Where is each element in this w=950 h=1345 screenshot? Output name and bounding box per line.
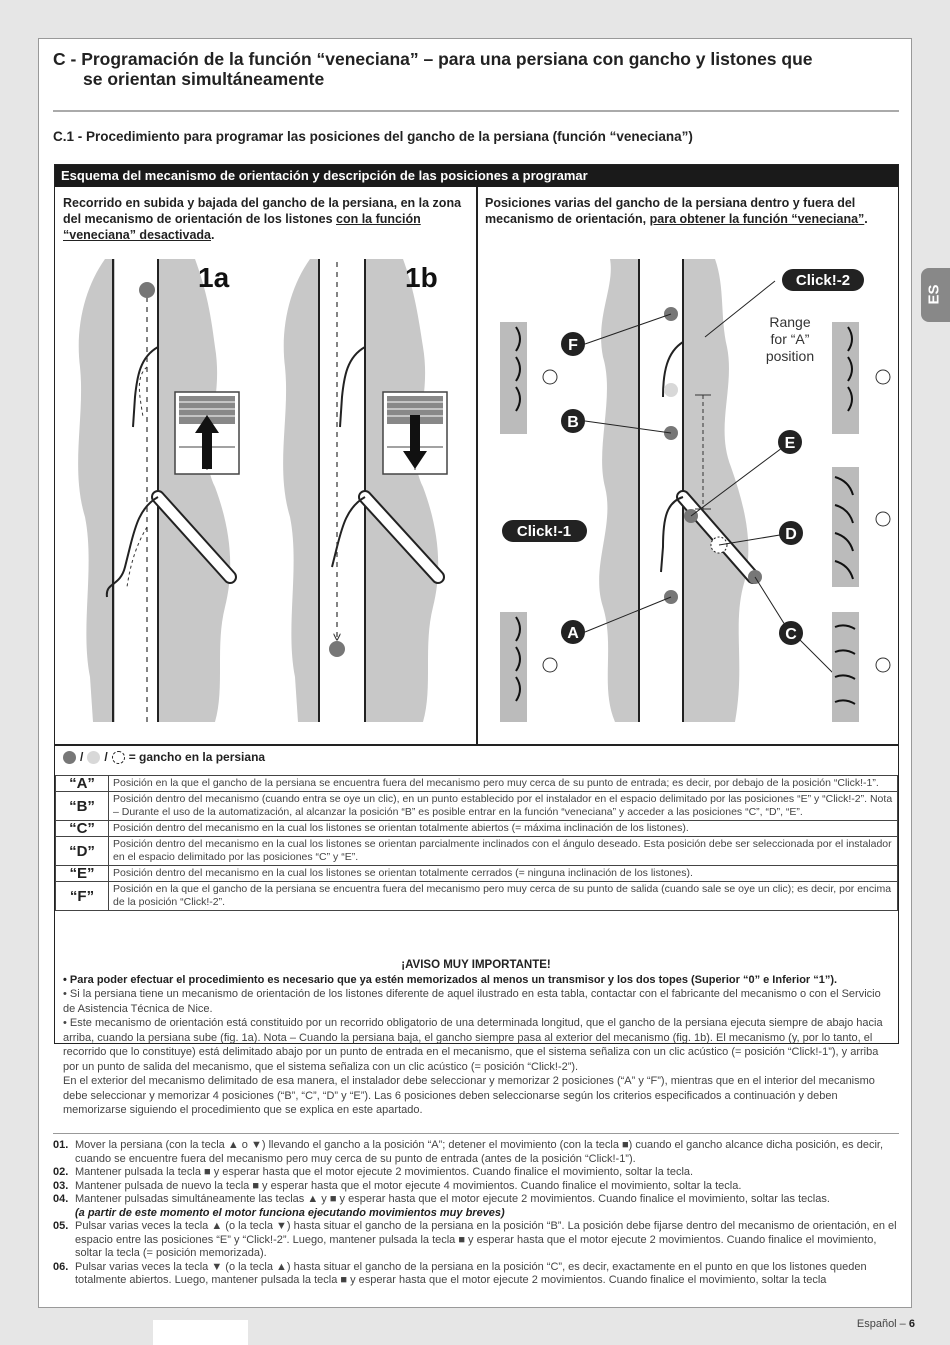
page-footer <box>857 1318 915 1330</box>
notice-heading: ¡AVISO MUY IMPORTANTE! <box>401 959 551 971</box>
mechanism-diagram <box>55 247 897 744</box>
position-description: Posición dentro del mecanismo en la cual los listones se orientan parcialmente inclinados con el ángulo deseado. Esta posición debe ser seleccionada por el instalador en el espacio delimitado por las posiciones “C” y “E”. <box>109 837 898 866</box>
position-row <box>56 882 898 911</box>
language-tab: ES <box>921 268 950 322</box>
label-f: F <box>568 337 578 354</box>
notice-p2: • Si la persiana tiene un mecanismo de orientación de los listones diferente de aquel ilustrado en esta tabla, contactar con el fabricante del mecanismo o con el Servicio de Asistencia Técnica de Nice. <box>63 988 881 1015</box>
step-item <box>53 1180 899 1194</box>
document-page <box>38 38 912 1308</box>
step-text: Mantener pulsada de nuevo la tecla ■ y esperar hasta que el motor ejecute 4 movimientos. Cuando finalice el movimiento, soltar la tecla. <box>75 1179 742 1192</box>
figure-1b-label: 1b <box>405 262 438 293</box>
dashed-dot-icon <box>112 751 125 764</box>
step-item <box>53 1220 899 1261</box>
page-title <box>53 49 893 89</box>
legend-text: = gancho en la persiana <box>128 750 266 764</box>
scheme-box <box>54 164 899 1116</box>
step-number: 02. <box>53 1166 69 1178</box>
position-row <box>56 792 898 821</box>
positions-figure <box>500 259 890 722</box>
position-key: “C” <box>56 821 109 837</box>
position-row <box>56 866 898 882</box>
step-note: (a partir de este momento el motor funciona ejecutando movimientos muy breves) <box>75 1206 505 1219</box>
position-row <box>56 776 898 792</box>
click1-badge: Click!-1 <box>516 523 572 540</box>
scheme-header: Esquema del mecanismo de orientación y descripción de las posiciones a programar <box>55 165 898 187</box>
label-d: D <box>785 526 797 543</box>
step-number: 04. <box>53 1193 69 1205</box>
click2-badge: Click!-2 <box>795 272 851 289</box>
light-dot-icon <box>87 751 100 764</box>
figure-1b <box>283 259 447 722</box>
range-label-3: position <box>765 348 815 364</box>
figure-1a <box>78 259 239 722</box>
label-e: E <box>784 435 796 452</box>
procedure-steps <box>53 1139 899 1288</box>
title-line-1: C - Programación de la función “veneciana” – para una persiana con gancho y listones que <box>53 49 813 69</box>
range-label-2: for “A” <box>770 331 810 347</box>
step-number: 05. <box>53 1220 69 1232</box>
right-column-text: Posiciones varias del gancho de la persiana dentro y fuera del mecanismo de orientación, para obtener la función “veneciana”. <box>485 196 868 226</box>
step-text: Mantener pulsada la tecla ■ y esperar hasta que el motor ejecute 2 movimientos. Cuando finalice el movimiento, soltar la tecla. <box>75 1166 694 1178</box>
dark-dot-icon <box>63 751 76 764</box>
label-a: A <box>567 625 579 642</box>
step-text: Pulsar varias veces la tecla ▼ (o la tecla ▲) hasta situar el gancho de la persiana en la posición “C”, es decir, exactamente en el punto en que los listones queden totalmente abiertos. Luego, mantener pulsada la tecla ■ y esperar hasta que el motor ejecute 2 movimientos. Cuando finalice el movimiento, soltar la tecla <box>75 1260 867 1286</box>
left-column-text: Recorrido en subida y bajada del gancho de la persiana, en la zona del mecanismo de orientación de los listones con la función “veneciana” desactivada. <box>63 196 462 242</box>
step-item <box>53 1166 899 1180</box>
position-description: Posición dentro del mecanismo en la cual los listones se orientan totalmente abiertos (= máxima inclinación de los listones). <box>109 821 898 837</box>
notice-p1: • Para poder efectuar el procedimiento es necesario que ya estén memorizados al menos un transmisor y los dos topes (Superior “0” e Inferior “1”). <box>63 973 838 986</box>
step-number: 01. <box>53 1139 69 1151</box>
step-number: 03. <box>53 1179 69 1192</box>
page-number: 6 <box>908 1318 915 1330</box>
position-description: Posición dentro del mecanismo (cuando entra se oye un clic), en un punto establecido por el instalador en el espacio delimitado por las posiciones “E” y “Click!-2”. Nota – Durante el uso de la automatización, al alcanzar la posición “B” es posible entrar en la función “veneciana” y acceder a las posiciones “C”, “D”, “E”. <box>109 792 898 821</box>
legend-divider <box>55 744 898 746</box>
position-key: “B” <box>56 792 109 821</box>
position-key: “D” <box>56 837 109 866</box>
position-description: Posición dentro del mecanismo en la cual los listones se orientan totalmente cerrados (= ninguna inclinación de los listones). <box>109 866 898 882</box>
position-key: “E” <box>56 866 109 882</box>
step-number: 06. <box>53 1260 69 1273</box>
position-row <box>56 837 898 866</box>
legend: / / = gancho en la persiana <box>63 750 265 764</box>
important-notice <box>63 958 889 1118</box>
position-key: “A” <box>56 776 109 792</box>
step-text: Mover la persiana (con la tecla ▲ o ▼) llevando el gancho a la posición “A”; detener el movimiento (con la tecla ■) cuando el gancho alcance dicha posición, es decir, cuando se encuentre fuera del mecanismo pero muy cerca de su punto de entrada (antes de la posición “Click!-1”). <box>75 1139 884 1165</box>
position-row <box>56 821 898 837</box>
footer-lang: Español – <box>856 1318 906 1330</box>
step-item <box>53 1261 899 1288</box>
title-rule <box>53 110 899 112</box>
steps-rule <box>53 1133 899 1134</box>
title-line-2: se orientan simultáneamente <box>83 69 325 89</box>
position-key: “F” <box>56 882 109 911</box>
label-b: B <box>567 414 579 431</box>
section-subtitle: C.1 - Procedimiento para programar las posiciones del gancho de la persiana (función “veneciana”) <box>53 129 693 144</box>
range-label-1: Range <box>769 314 811 330</box>
step-text: Pulsar varias veces la tecla ▲ (o la tecla ▼) hasta situar el gancho de la persiana en la posición “B”. La posición debe fijarse dentro del mecanismo de orientación, en el espacio entre las posiciones “E” y “Click!-2”. Luego, mantener pulsada la tecla ■ y esperar hasta que el motor ejecute 2 movimientos. Cuando finalice el movimiento, soltar la tecla (= posición memorizada). <box>75 1220 897 1259</box>
notice-p4: En el exterior del mecanismo delimitado de esa manera, el instalador debe seleccionar y memorizar 2 posiciones (“A” y “F”), mientras que en el interior del mecanismo debe seleccionar y memorizar 4 posiciones (“B”, “C”, “D” y “E”). Las 6 posiciones deben seleccionarse según los criterios especificados a continuación y deben memorizarse siguiendo el procedimiento que se explica en este apartado. <box>63 1075 875 1116</box>
step-text: Mantener pulsadas simultáneamente las teclas ▲ y ■ y esperar hasta que el motor ejecute 2 movimientos. Cuando finalice el movimiento, soltar las teclas. <box>75 1193 830 1205</box>
position-description: Posición en la que el gancho de la persiana se encuentra fuera del mecanismo pero muy cerca de su punto de entrada; es decir, por debajo de la posición “Click!-1”. <box>109 776 898 792</box>
label-c: C <box>785 626 797 643</box>
step-item <box>53 1193 899 1207</box>
positions-table <box>55 775 898 911</box>
position-description: Posición en la que el gancho de la persiana se encuentra fuera del mecanismo pero muy cerca de su punto de salida (cuando sale se oye un clic); es decir, por encima de la posición “Click!-2”. <box>109 882 898 911</box>
figure-1a-label: 1a <box>198 262 230 293</box>
step-item <box>53 1139 899 1166</box>
footer-bar <box>85 1320 405 1345</box>
notice-p3: • Este mecanismo de orientación está constituido por un recorrido obligatorio de una determinada longitud, que el gancho de la persiana ejecuta siempre de abajo hacia arriba, cuando la persiana sube (fig. 1a). Nota – Cuando la persiana baja, el gancho siempre pasa al exterior del mecanismo (fig. 1b). El mecanismo (y, por lo tanto, el recorrido que lo constituye) está delimitado abajo por un punto de entrada en el mecanismo, que el sistema señaliza con un clic acústico (= posición “Click!-1”), y arriba por un punto de salida del mecanismo, que el sistema señaliza con un clic acústico (= posición “Click!-2”). <box>63 1017 883 1073</box>
